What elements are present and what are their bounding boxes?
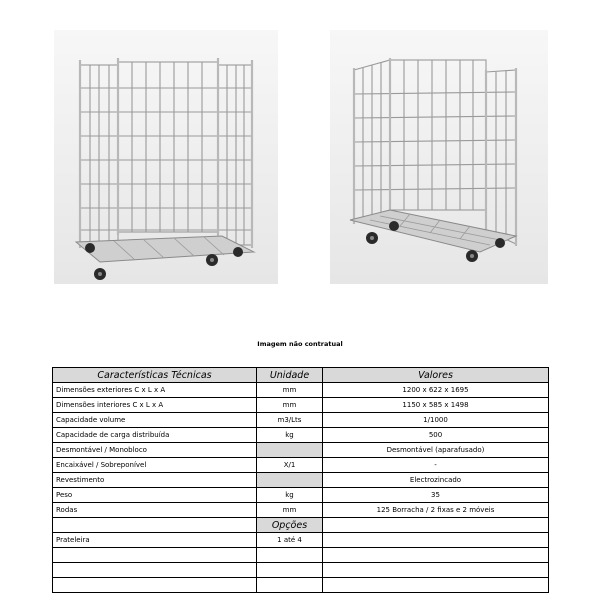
option-value (323, 578, 549, 593)
product-photo-front (54, 30, 278, 284)
spec-value: 35 (323, 488, 549, 503)
spec-value: Electrozincado (323, 473, 549, 488)
option-value (323, 563, 549, 578)
table-row (53, 458, 549, 473)
spec-value: 500 (323, 428, 549, 443)
option-value (323, 548, 549, 563)
option-row (53, 548, 549, 563)
spec-unit: mm (257, 398, 323, 413)
spec-unit (257, 443, 323, 458)
roll-container-front-illustration (54, 30, 278, 284)
table-header-row (53, 368, 549, 383)
options-header: Opções (257, 518, 323, 533)
option-unit: 1 até 4 (257, 533, 323, 548)
options-header-spacer-left (53, 518, 257, 533)
option-unit (257, 548, 323, 563)
table-row (53, 443, 549, 458)
table-row (53, 473, 549, 488)
spec-value: 1/1000 (323, 413, 549, 428)
spec-unit: mm (257, 503, 323, 518)
table-row (53, 488, 549, 503)
spec-label: Capacidade de carga distribuída (53, 428, 257, 443)
table-row (53, 383, 549, 398)
spec-unit: X/1 (257, 458, 323, 473)
table-row (53, 398, 549, 413)
options-header-spacer-right (323, 518, 549, 533)
roll-container-angled-illustration (330, 30, 548, 284)
spec-rows (53, 383, 549, 518)
option-label (53, 578, 257, 593)
product-photo-angled (330, 30, 548, 284)
option-unit (257, 578, 323, 593)
spec-label: Encaixável / Sobreponível (53, 458, 257, 473)
spec-value: 1200 x 622 x 1695 (323, 383, 549, 398)
option-label (53, 563, 257, 578)
spec-unit (257, 473, 323, 488)
spec-label: Dimensões exteriores C x L x A (53, 383, 257, 398)
spec-unit: kg (257, 488, 323, 503)
options-header-row (53, 518, 549, 533)
spec-label: Capacidade volume (53, 413, 257, 428)
option-unit (257, 563, 323, 578)
spec-label: Desmontável / Monobloco (53, 443, 257, 458)
image-disclaimer: Imagem não contratual (257, 340, 343, 348)
spec-label: Rodas (53, 503, 257, 518)
technical-specs-table (52, 367, 549, 593)
option-row (53, 578, 549, 593)
header-unit: Unidade (257, 368, 323, 383)
spec-value: 125 Borracha / 2 fixas e 2 móveis (323, 503, 549, 518)
header-characteristics: Características Técnicas (53, 368, 257, 383)
spec-label: Revestimento (53, 473, 257, 488)
option-label (53, 548, 257, 563)
option-row (53, 563, 549, 578)
spec-label: Dimensões interiores C x L x A (53, 398, 257, 413)
table-row (53, 413, 549, 428)
table-row (53, 428, 549, 443)
spec-unit: mm (257, 383, 323, 398)
table-row (53, 503, 549, 518)
spec-value: - (323, 458, 549, 473)
spec-label: Peso (53, 488, 257, 503)
option-rows (53, 518, 549, 593)
spec-value: Desmontável (aparafusado) (323, 443, 549, 458)
option-row (53, 533, 549, 548)
spec-unit: kg (257, 428, 323, 443)
spec-unit: m3/Lts (257, 413, 323, 428)
spec-value: 1150 x 585 x 1498 (323, 398, 549, 413)
header-values: Valores (323, 368, 549, 383)
option-label: Prateleira (53, 533, 257, 548)
option-value (323, 533, 549, 548)
